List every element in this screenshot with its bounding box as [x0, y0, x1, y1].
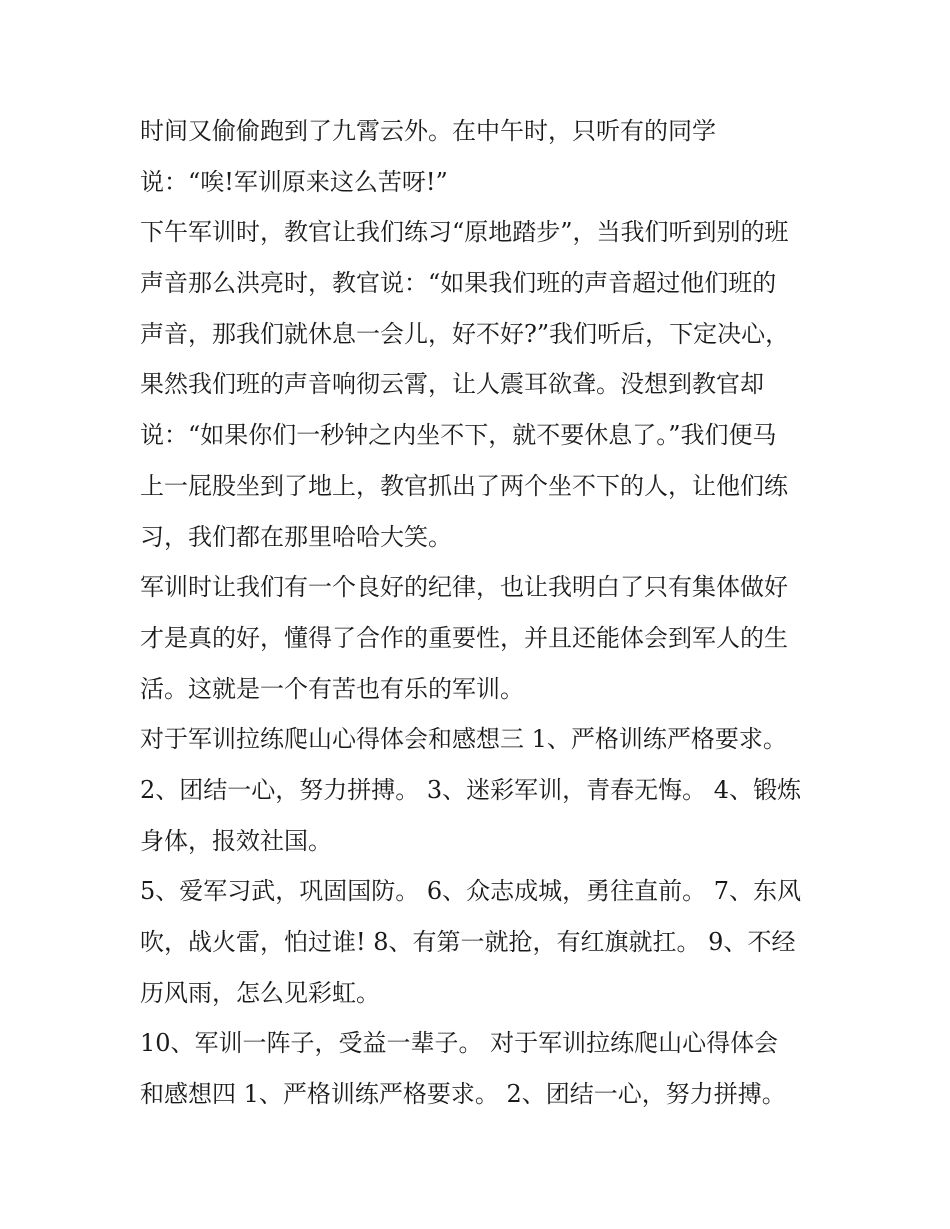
text-line: 上一屁股坐到了地上，教官抓出了两个坐不下的人，让他们练: [140, 471, 788, 500]
text-line: 对于军训拉练爬山心得体会和感想三 1、严格训练严格要求。: [140, 725, 787, 754]
text-line: 下午军训时，教官让我们练习“原地踏步”，当我们听到别的班: [140, 218, 789, 247]
text-line: 说：“如果你们一秒钟之内坐不下，就不要休息了。”我们便马: [140, 421, 777, 450]
text-line: 和感想四 1、严格训练严格要求。 2、团结一心，努力拼搏。: [140, 1080, 786, 1109]
text-line: 习，我们都在那里哈哈大笑。: [140, 522, 452, 551]
text-line: 5、爱军习武，巩固国防。 6、众志成城，勇往直前。 7、东风: [140, 877, 802, 906]
text-line: 声音，那我们就休息一会儿，好不好?”我们听后，下定决心，: [140, 319, 790, 348]
text-line: 才是真的好，懂得了合作的重要性，并且还能体会到军人的生: [140, 623, 788, 652]
body-text: [140, 106, 820, 1120]
text-line: 说：“唉!军训原来这么苦呀!”: [140, 167, 448, 196]
text-line: 声音那么洪亮时，教官说：“如果我们班的声音超过他们班的: [140, 269, 777, 298]
text-line: 身体，报效社国。: [140, 826, 332, 855]
text-line: 吹，战火雷，怕过谁! 8、有第一就抢，有红旗就扛。 9、不经: [140, 928, 796, 956]
text-line: 活。这就是一个有苦也有乐的军训。: [140, 674, 524, 703]
text-line: 历风雨，怎么见彩虹。: [140, 978, 380, 1007]
text-line: 10、军训一阵子，受益一辈子。 对于军训拉练爬山心得体会: [140, 1029, 779, 1058]
text-line: 军训时让我们有一个良好的纪律，也让我明白了只有集体做好: [140, 573, 788, 602]
text-line: 时间又偷偷跑到了九霄云外。在中午时，只听有的同学: [140, 117, 716, 145]
text-line: 果然我们班的声音响彻云霄，让人震耳欲聋。没想到教官却: [140, 370, 764, 399]
text-line: 2、团结一心，努力拼搏。 3、迷彩军训，青春无悔。 4、锻炼: [140, 775, 802, 804]
